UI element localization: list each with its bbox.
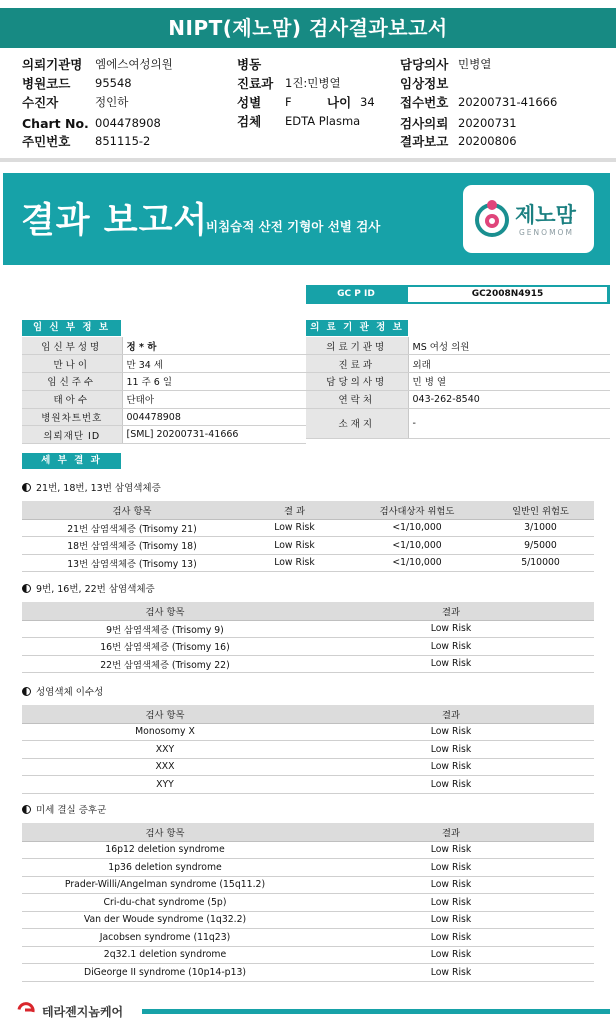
header-value: 1진:민병열 xyxy=(285,76,341,90)
table-row xyxy=(22,554,594,572)
header-label: 의뢰기관명 xyxy=(22,57,83,72)
info-row xyxy=(306,390,610,408)
section-heading xyxy=(22,480,161,494)
section-heading-text: 21번, 18번, 13번 삼염색체증 xyxy=(36,483,161,494)
pregnant-info-tab: 임 신 부 정 보 xyxy=(22,320,121,336)
info-row xyxy=(306,373,610,391)
table-header-row xyxy=(22,501,594,519)
table-header-row xyxy=(22,705,594,723)
table-row xyxy=(22,946,594,964)
info-label: 담당의사명 xyxy=(306,373,408,391)
table-row xyxy=(22,537,594,555)
info-value: 004478908 xyxy=(122,408,306,426)
banner-subtitle: 비침습적 산전 기형아 선별 검사 xyxy=(206,219,381,234)
info-label: 태아수 xyxy=(22,390,122,408)
column-header: 검사 항목 xyxy=(22,501,242,519)
test-item: 16번 삼염색체증 (Trisomy 16) xyxy=(22,638,308,656)
table-row xyxy=(22,519,594,537)
section-heading-text: 미세 결실 증후군 xyxy=(36,805,107,816)
gcp-id-bar xyxy=(306,285,610,304)
result: Low Risk xyxy=(308,655,594,673)
test-item: 1p36 deletion syndrome xyxy=(22,859,308,877)
population-risk: 5/10000 xyxy=(487,554,594,572)
header-label: 진료과 xyxy=(237,76,274,91)
test-item: XXY xyxy=(22,741,308,759)
table-row xyxy=(22,758,594,776)
column-header: 검사 항목 xyxy=(22,705,308,723)
result-banner xyxy=(3,173,610,265)
logo-subtext: GENOMOM xyxy=(519,228,574,237)
logo-text: 제노맘 xyxy=(515,203,576,227)
half-circle-icon xyxy=(22,805,31,814)
info-value: 043-262-8540 xyxy=(408,390,610,408)
gcp-id-label: GC P ID xyxy=(337,289,375,299)
table-header-row xyxy=(22,602,594,620)
header-value: 004478908 xyxy=(95,116,161,130)
info-row xyxy=(22,426,306,444)
info-label: 병원차트번호 xyxy=(22,408,122,426)
header-value: 민병열 xyxy=(458,57,492,71)
test-item: 18번 삼염색체증 (Trisomy 18) xyxy=(22,537,242,555)
test-item: XYY xyxy=(22,776,308,794)
result: Low Risk xyxy=(308,911,594,929)
table-row xyxy=(22,741,594,759)
info-value: 11 주 6 일 xyxy=(122,373,306,391)
info-value: [SML] 20200731-41666 xyxy=(122,426,306,444)
terragen-logo-icon xyxy=(16,1001,38,1018)
table-row xyxy=(22,776,594,794)
header-value: EDTA Plasma xyxy=(285,114,361,128)
result: Low Risk xyxy=(308,723,594,741)
subject-risk: <1/10,000 xyxy=(347,519,487,537)
header-label: 주민번호 xyxy=(22,134,71,149)
result: Low Risk xyxy=(308,859,594,877)
column-header: 결과 xyxy=(308,705,594,723)
subject-risk: <1/10,000 xyxy=(347,537,487,555)
footer-company-name: 테라젠지놈케어 xyxy=(42,1005,124,1019)
separator xyxy=(0,158,616,162)
table-row xyxy=(22,655,594,673)
table-header-row xyxy=(22,823,594,841)
section-heading-text: 9번, 16번, 22번 삼염색체증 xyxy=(36,584,155,595)
header-label: 검체 xyxy=(237,114,262,129)
result: Low Risk xyxy=(242,554,347,572)
info-row xyxy=(306,355,610,373)
table-row xyxy=(22,911,594,929)
genomom-logo xyxy=(463,185,594,253)
detail-results-tab: 세 부 결 과 xyxy=(22,453,121,469)
test-item: DiGeorge II syndrome (10p14-p13) xyxy=(22,964,308,982)
result: Low Risk xyxy=(308,620,594,638)
info-value: 민 병 열 xyxy=(408,373,610,391)
info-label: 임신부성명 xyxy=(22,337,122,355)
info-label: 의뢰재단 ID xyxy=(22,426,122,444)
column-header: 일반인 위험도 xyxy=(487,501,594,519)
info-value: 만 34 세 xyxy=(122,355,306,373)
table-row xyxy=(22,894,594,912)
test-item: 22번 삼염색체증 (Trisomy 22) xyxy=(22,655,308,673)
info-label: 연락처 xyxy=(306,390,408,408)
info-row xyxy=(22,373,306,391)
result: Low Risk xyxy=(308,741,594,759)
header-label: 임상정보 xyxy=(400,76,449,91)
result: Low Risk xyxy=(308,776,594,794)
header-label: 접수번호 xyxy=(400,95,449,110)
section-heading xyxy=(22,684,103,698)
column-header: 검사 항목 xyxy=(22,823,308,841)
result: Low Risk xyxy=(308,964,594,982)
header-label: 성별 xyxy=(237,95,262,110)
info-row xyxy=(306,337,610,355)
header-label: 담당의사 xyxy=(400,57,449,72)
subject-risk: <1/10,000 xyxy=(347,554,487,572)
trisomy-9-16-22-table xyxy=(22,602,594,673)
test-item: Prader-Willi/Angelman syndrome (15q11.2) xyxy=(22,876,308,894)
test-item: Cri-du-chat syndrome (5p) xyxy=(22,894,308,912)
table-row xyxy=(22,929,594,947)
result: Low Risk xyxy=(242,537,347,555)
result: Low Risk xyxy=(242,519,347,537)
header-value: 95548 xyxy=(95,76,132,90)
table-row xyxy=(22,876,594,894)
column-header: 결 과 xyxy=(242,501,347,519)
header-value: 34 xyxy=(360,95,375,109)
test-item: 13번 삼염색체증 (Trisomy 13) xyxy=(22,554,242,572)
column-header: 검사 항목 xyxy=(22,602,308,620)
sex-chromosome-table xyxy=(22,705,594,794)
header-value: F xyxy=(285,95,292,109)
column-header: 결과 xyxy=(308,602,594,620)
info-label: 만나이 xyxy=(22,355,122,373)
result: Low Risk xyxy=(308,946,594,964)
institution-info-table xyxy=(306,337,610,439)
info-value: MS 여성 의원 xyxy=(408,337,610,355)
info-label: 소재지 xyxy=(306,408,408,438)
table-row xyxy=(22,964,594,982)
header-label: 나이 xyxy=(327,95,352,110)
footer-line xyxy=(142,1009,610,1014)
table-row xyxy=(22,620,594,638)
result: Low Risk xyxy=(308,876,594,894)
info-row xyxy=(22,390,306,408)
result: Low Risk xyxy=(308,758,594,776)
result: Low Risk xyxy=(308,841,594,859)
info-row xyxy=(22,355,306,373)
test-item: XXX xyxy=(22,758,308,776)
header-label: Chart No. xyxy=(22,116,89,131)
info-value: 정 * 하 xyxy=(122,337,306,355)
report-title: NIPT(제노맘) 검사결과보고서 xyxy=(0,8,616,48)
header-value: 엠에스여성의원 xyxy=(95,57,173,71)
banner-title: 결과 보고서 xyxy=(21,201,209,241)
header-value: 정인하 xyxy=(95,95,129,109)
result: Low Risk xyxy=(308,929,594,947)
column-header: 검사대상자 위험도 xyxy=(347,501,487,519)
pregnant-info-table xyxy=(22,337,306,444)
table-row xyxy=(22,638,594,656)
header-label: 병원코드 xyxy=(22,76,71,91)
column-header: 결과 xyxy=(308,823,594,841)
result: Low Risk xyxy=(308,638,594,656)
info-value: 단태아 xyxy=(122,390,306,408)
header-label: 병동 xyxy=(237,57,262,72)
population-risk: 9/5000 xyxy=(487,537,594,555)
table-row xyxy=(22,723,594,741)
info-row xyxy=(22,408,306,426)
result: Low Risk xyxy=(308,894,594,912)
section-heading-text: 성염색체 이수성 xyxy=(36,687,104,698)
microdeletion-table xyxy=(22,823,594,982)
header-value: 20200731-41666 xyxy=(458,95,558,109)
info-row xyxy=(306,408,610,438)
test-item: 2q32.1 deletion syndrome xyxy=(22,946,308,964)
header-value: 20200806 xyxy=(458,134,517,148)
info-label: 의료기관명 xyxy=(306,337,408,355)
half-circle-icon xyxy=(22,687,31,696)
trisomy-21-18-13-table xyxy=(22,501,594,572)
info-label: 임신주수 xyxy=(22,373,122,391)
test-item: 9번 삼염색체증 (Trisomy 9) xyxy=(22,620,308,638)
half-circle-icon xyxy=(22,584,31,593)
test-item: Van der Woude syndrome (1q32.2) xyxy=(22,911,308,929)
section-heading xyxy=(22,802,106,816)
genomom-logo-icon xyxy=(472,198,512,238)
header-value: 20200731 xyxy=(458,116,517,130)
test-item: 21번 삼염색체증 (Trisomy 21) xyxy=(22,519,242,537)
header-label: 수진자 xyxy=(22,95,59,110)
gcp-id-value: GC2008N4915 xyxy=(408,287,607,302)
test-item: Jacobsen syndrome (11q23) xyxy=(22,929,308,947)
population-risk: 3/1000 xyxy=(487,519,594,537)
report-header-info xyxy=(0,56,616,152)
section-heading xyxy=(22,581,155,595)
header-label: 결과보고 xyxy=(400,134,449,149)
info-row xyxy=(22,337,306,355)
table-row xyxy=(22,841,594,859)
info-label: 진료과 xyxy=(306,355,408,373)
institution-info-tab: 의 료 기 관 정 보 xyxy=(306,320,408,336)
half-circle-icon xyxy=(22,483,31,492)
test-item: Monosomy X xyxy=(22,723,308,741)
test-item: 16p12 deletion syndrome xyxy=(22,841,308,859)
header-value: 851115-2 xyxy=(95,134,151,148)
table-row xyxy=(22,859,594,877)
info-value: 외래 xyxy=(408,355,610,373)
info-value: - xyxy=(408,408,610,438)
header-label: 검사의뢰 xyxy=(400,116,449,131)
